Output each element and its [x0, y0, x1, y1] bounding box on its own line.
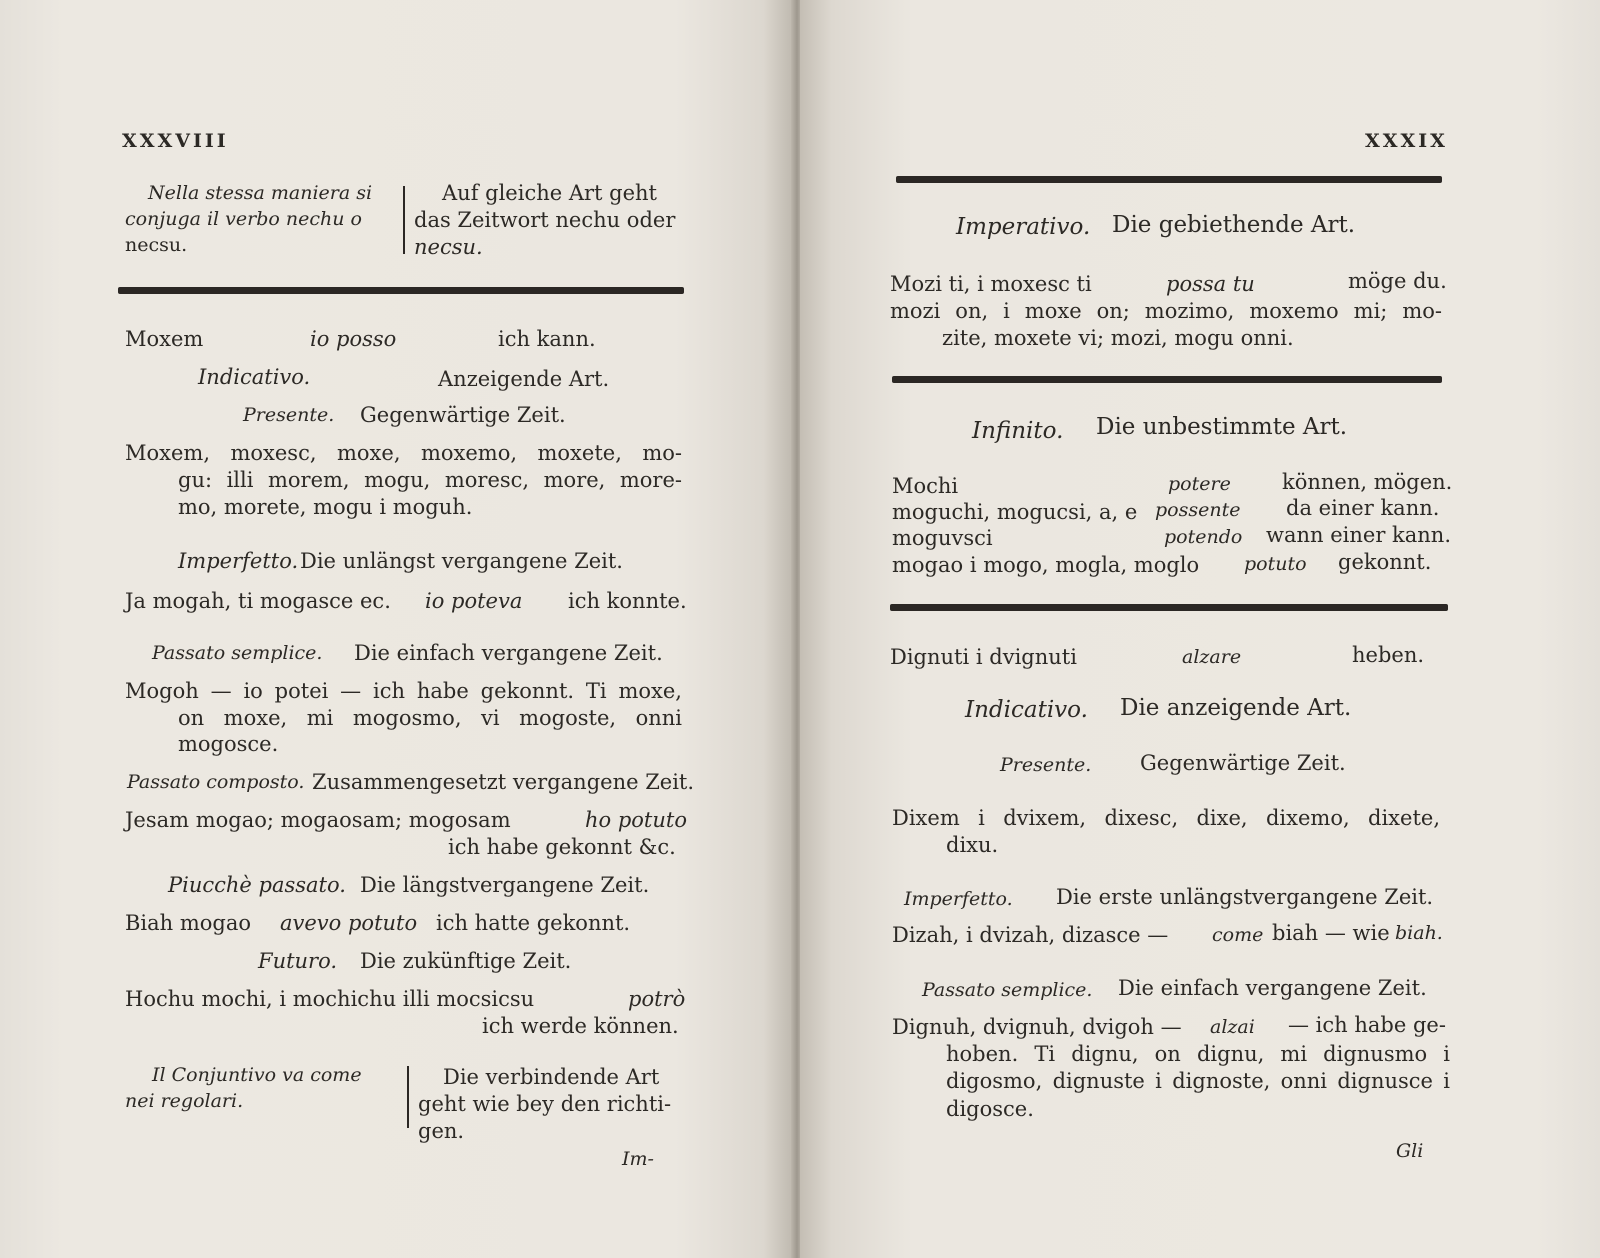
heading-italian: Presente.	[1000, 754, 1092, 776]
conjuntivo-de-line: geht wie bey den richti-	[418, 1092, 672, 1116]
intro-it-line: conjuga il verbo nechu o	[125, 208, 362, 230]
moxem-italian: io posso	[310, 327, 397, 351]
presente-line: dixu.	[946, 833, 999, 857]
intro-de-line: necsu.	[414, 235, 483, 259]
infinito-form: mogao i mogo, mogla, moglo	[892, 553, 1200, 577]
infinito-form: moguvsci	[892, 526, 993, 550]
column-divider	[407, 1066, 409, 1128]
imperativo-line: mozi on, i moxe on; mozimo, moxemo mi; mo-	[890, 299, 1442, 323]
heading-italian: Passato semplice.	[922, 979, 1093, 1001]
imperfetto-german-italic: biah.	[1395, 922, 1443, 944]
imperfetto-german: biah — wie	[1272, 921, 1390, 945]
imperfetto-form: Ja mogah, ti mogasce ec.	[125, 589, 391, 613]
right-page	[800, 0, 1600, 1258]
heading-italian: Piucchè passato.	[168, 873, 346, 897]
passato-semplice-line: Mogoh — io potei — ich habe gekonnt. Ti moxe,	[125, 679, 682, 703]
presente-forms-line: mo, morete, mogu i moguh.	[178, 495, 473, 519]
heading-german: Die zukünftige Zeit.	[360, 949, 572, 973]
imperfetto-italian: come	[1212, 924, 1264, 946]
section-rule	[890, 604, 1448, 611]
passato-composto-german: ich habe gekonnt &c.	[448, 835, 676, 859]
futuro-form: Hochu mochi, i mochichu illi mocsicsu	[125, 987, 535, 1011]
intro-it-line: Nella stessa maniera si	[148, 182, 373, 204]
passato-line: hoben. Ti dignu, on dignu, mi dignusmo i	[946, 1042, 1450, 1066]
heading-italian: Infinito.	[972, 418, 1064, 444]
piucche-german: ich hatte gekonnt.	[436, 911, 631, 935]
imperativo-german: möge du.	[1348, 269, 1447, 293]
heading-german: Gegenwärtige Zeit.	[1140, 751, 1346, 775]
futuro-italian: potrò	[628, 987, 686, 1011]
imperativo-italian: possa tu	[1166, 272, 1255, 296]
heading-italian: Imperfetto.	[904, 888, 1013, 910]
heading-german: Zusammengesetzt vergangene Zeit.	[312, 770, 695, 794]
infinito-italian: potere	[1168, 473, 1231, 495]
heading-german: Die erste unlängstvergangene Zeit.	[1056, 885, 1434, 909]
conjuntivo-de-line: Die verbindende Art	[443, 1065, 660, 1089]
piucche-italian: avevo potuto	[280, 911, 418, 935]
heading-german: Die unbestimmte Art.	[1096, 414, 1348, 440]
catchword: Im-	[622, 1148, 654, 1170]
intro-de-line: Auf gleiche Art geht	[442, 181, 657, 205]
infinito-german: gekonnt.	[1338, 550, 1432, 574]
intro-de-line: das Zeitwort nechu oder	[414, 208, 676, 232]
page-number: XXXIX	[1365, 130, 1448, 152]
heading-italian: Passato composto.	[127, 771, 305, 793]
passato-german: — ich habe ge-	[1288, 1013, 1446, 1037]
section-rule	[896, 176, 1442, 183]
moxem-german: ich kann.	[498, 327, 596, 351]
heading-german: Die einfach vergangene Zeit.	[354, 641, 663, 665]
infinito-german: wann einer kann.	[1266, 523, 1452, 547]
conjuntivo-it-line: Il Conjuntivo va come	[152, 1064, 362, 1086]
imperfetto-italian: io poteva	[425, 589, 523, 613]
column-divider	[403, 186, 405, 254]
presente-forms-line: gu: illi morem, mogu, moresc, more, more-	[178, 468, 682, 492]
heading-german: Die unlängst vergangene Zeit.	[300, 549, 623, 573]
heading-italian: Indicativo.	[198, 365, 311, 389]
section-rule	[892, 376, 1442, 383]
heading-german: Die anzeigende Art.	[1120, 695, 1352, 721]
conjuntivo-it-line: nei regolari.	[125, 1090, 244, 1112]
heading-italian: Passato semplice.	[152, 642, 323, 664]
imperfetto-form: Dizah, i dvizah, dizasce —	[892, 923, 1169, 947]
page-number: XXXVIII	[122, 130, 229, 152]
moxem-word: Moxem	[125, 327, 204, 351]
left-page	[0, 0, 795, 1258]
infinito-italian: potuto	[1244, 553, 1307, 575]
infinito-german: können, mögen.	[1282, 470, 1453, 494]
dignuti-form: Dignuti i dvignuti	[890, 645, 1077, 669]
catchword: Gli	[1396, 1140, 1424, 1162]
infinito-form: Mochi	[892, 474, 959, 498]
passato-composto-form: Jesam mogao; mogaosam; mogosam	[125, 808, 511, 832]
dignuti-german: heben.	[1352, 643, 1425, 667]
infinito-german: da einer kann.	[1286, 496, 1440, 520]
passato-line: digosce.	[946, 1097, 1034, 1121]
section-rule	[118, 287, 684, 294]
imperativo-form: Mozi ti, i moxesc ti	[890, 272, 1092, 296]
dignuti-italian: alzare	[1182, 646, 1242, 668]
passato-composto-italian: ho potuto	[585, 808, 687, 832]
futuro-german: ich werde können.	[482, 1014, 679, 1038]
piucche-form: Biah mogao	[125, 911, 252, 935]
heading-italian: Imperfetto.	[178, 549, 299, 573]
heading-german: Anzeigende Art.	[438, 367, 610, 391]
infinito-italian: potendo	[1164, 526, 1243, 548]
imperfetto-german: ich konnte.	[568, 589, 687, 613]
presente-forms-line: Moxem, moxesc, moxe, moxemo, moxete, mo-	[125, 441, 682, 465]
passato-line: digosmo, dignuste i dignoste, onni dignusce i	[946, 1069, 1450, 1093]
passato-form: Dignuh, dvignuh, dvigoh —	[892, 1015, 1182, 1039]
heading-german: Die gebiethende Art.	[1112, 212, 1356, 238]
heading-italian: Imperativo.	[956, 214, 1091, 240]
passato-semplice-line: mogosce.	[178, 732, 279, 756]
intro-it-line: necsu.	[125, 234, 188, 256]
infinito-italian: possente	[1155, 499, 1241, 521]
infinito-form: moguchi, mogucsi, a, e	[892, 500, 1138, 524]
heading-italian: Presente.	[243, 404, 335, 426]
imperativo-line: zite, moxete vi; mozi, mogu onni.	[942, 326, 1294, 350]
presente-line: Dixem i dvixem, dixesc, dixe, dixemo, dixete,	[892, 806, 1440, 830]
heading-italian: Futuro.	[258, 949, 338, 973]
heading-italian: Indicativo.	[965, 697, 1088, 723]
heading-german: Die einfach vergangene Zeit.	[1118, 976, 1427, 1000]
passato-italian: alzai	[1210, 1016, 1255, 1038]
conjuntivo-de-line: gen.	[418, 1119, 465, 1143]
passato-semplice-line: on moxe, mi mogosmo, vi mogoste, onni	[178, 706, 682, 730]
heading-german: Die längstvergangene Zeit.	[360, 873, 650, 897]
heading-german: Gegenwärtige Zeit.	[360, 403, 566, 427]
